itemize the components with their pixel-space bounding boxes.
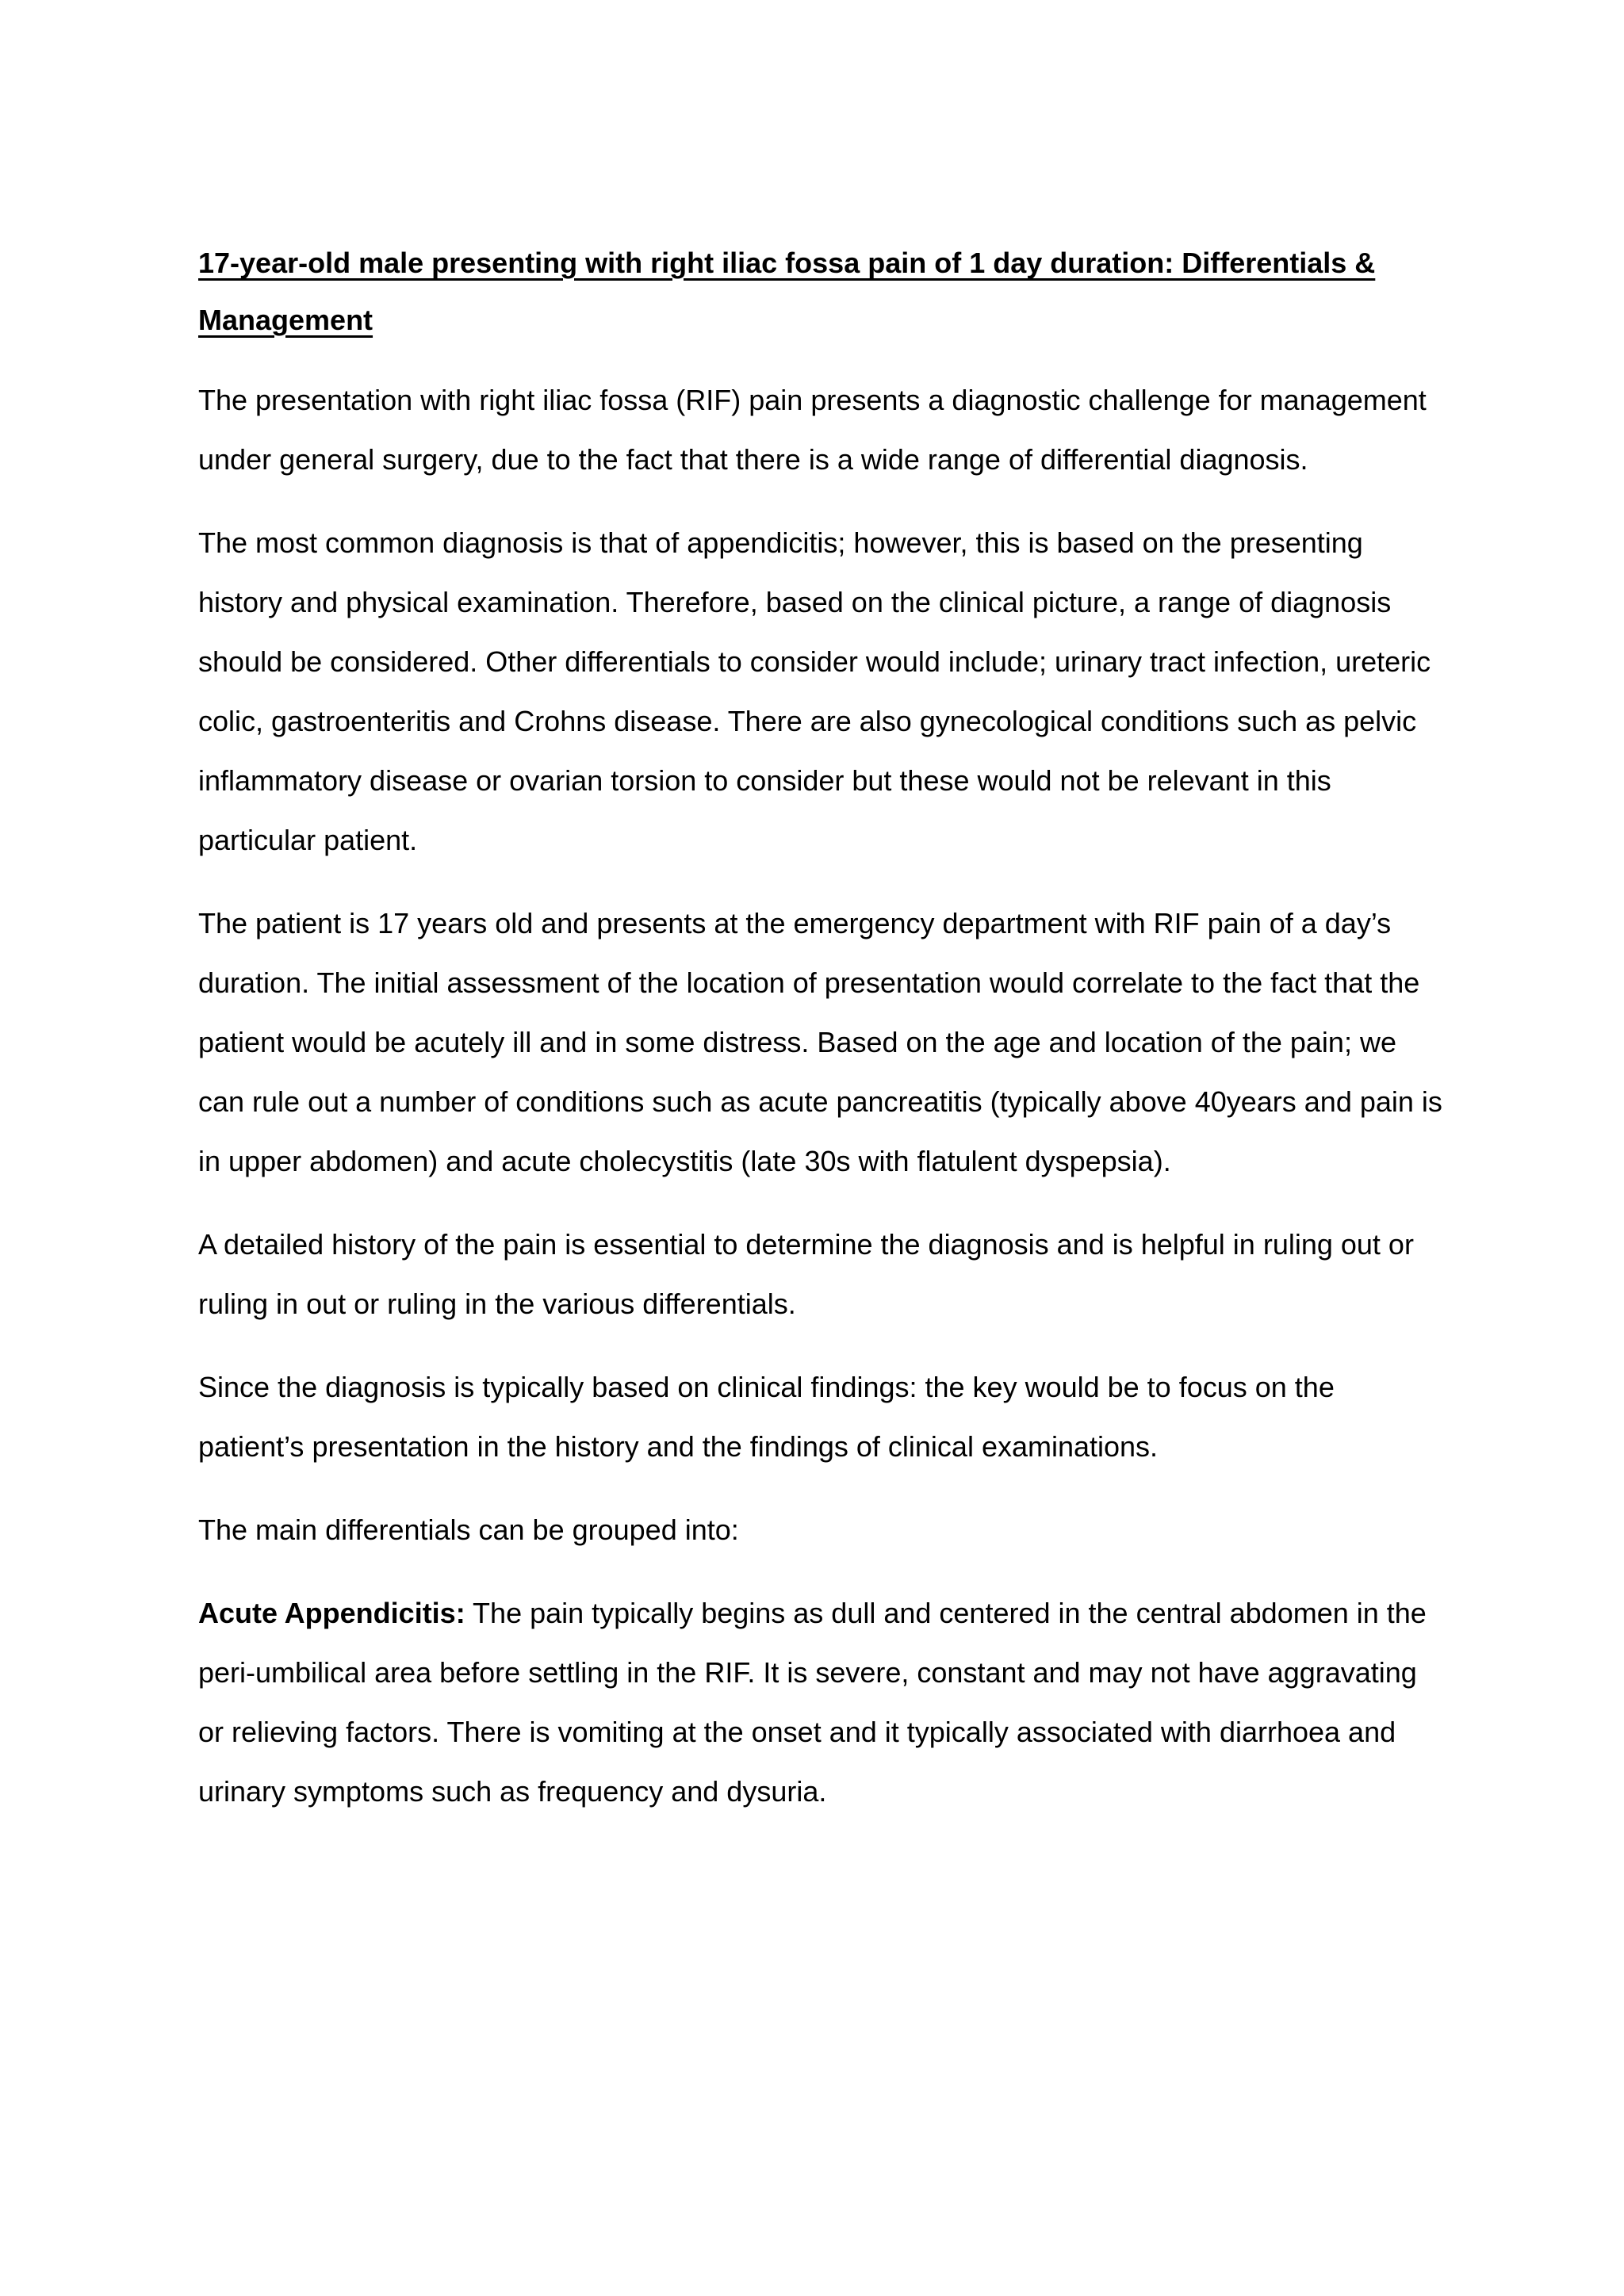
document-title: 17-year-old male presenting with right iliac fossa pain of 1 day duration: Differentials & Management [198,247,1376,336]
paragraph-history: A detailed history of the pain is essential to determine the diagnosis and is helpful in ruling out or ruling in out or ruling in the various differentials. [198,1228,1414,1320]
paragraph-acute-appendicitis [198,1583,1443,1821]
paragraph-clinical-findings: Since the diagnosis is typically based on clinical findings: the key would be to focus on the patient’s presentation in the history and the findings of clinical examinations. [198,1371,1335,1463]
paragraph-groups: The main differentials can be grouped into: [198,1513,739,1546]
paragraph-common-diagnosis: The most common diagnosis is that of appendicitis; however, this is based on the presenting history and physical examination. Therefore, based on the clinical picture, a range of diagnosis should be considered. Other differentials to consider would include; urinary tract infection, ureteric colic, gastroenteritis and Crohns disease. There are also gynecological conditions such as pelvic inflammatory disease or ovarian torsion to consider but these would not be relevant in this particular patient. [198,526,1431,856]
document-body [198,235,1443,1845]
acute-appendicitis-heading: Acute Appendicitis: [198,1597,465,1629]
acute-appendicitis-text: The pain typically begins as dull and centered in the central abdomen in the peri-umbilical area before settling in the RIF. It is severe, constant and may not have aggravating or relieving factors. There is vomiting at the onset and it typically associated with diarrhoea and urinary symptoms such as frequency and dysuria. [198,1597,1427,1808]
paragraph-patient-presentation: The patient is 17 years old and presents at the emergency department with RIF pain of a day’s duration. The initial assessment of the location of presentation would correlate to the fact that the patient would be acutely ill and in some distress. Based on the age and location of the pain; we can rule out a number of conditions such as acute pancreatitis (typically above 40years and pain is in upper abdomen) and acute cholecystitis (late 30s with flatulent dyspepsia). [198,907,1442,1177]
paragraph-intro: The presentation with right iliac fossa (RIF) pain presents a diagnostic challenge for management under general surgery, due to the fact that there is a wide range of differential diagnosis. [198,384,1427,476]
